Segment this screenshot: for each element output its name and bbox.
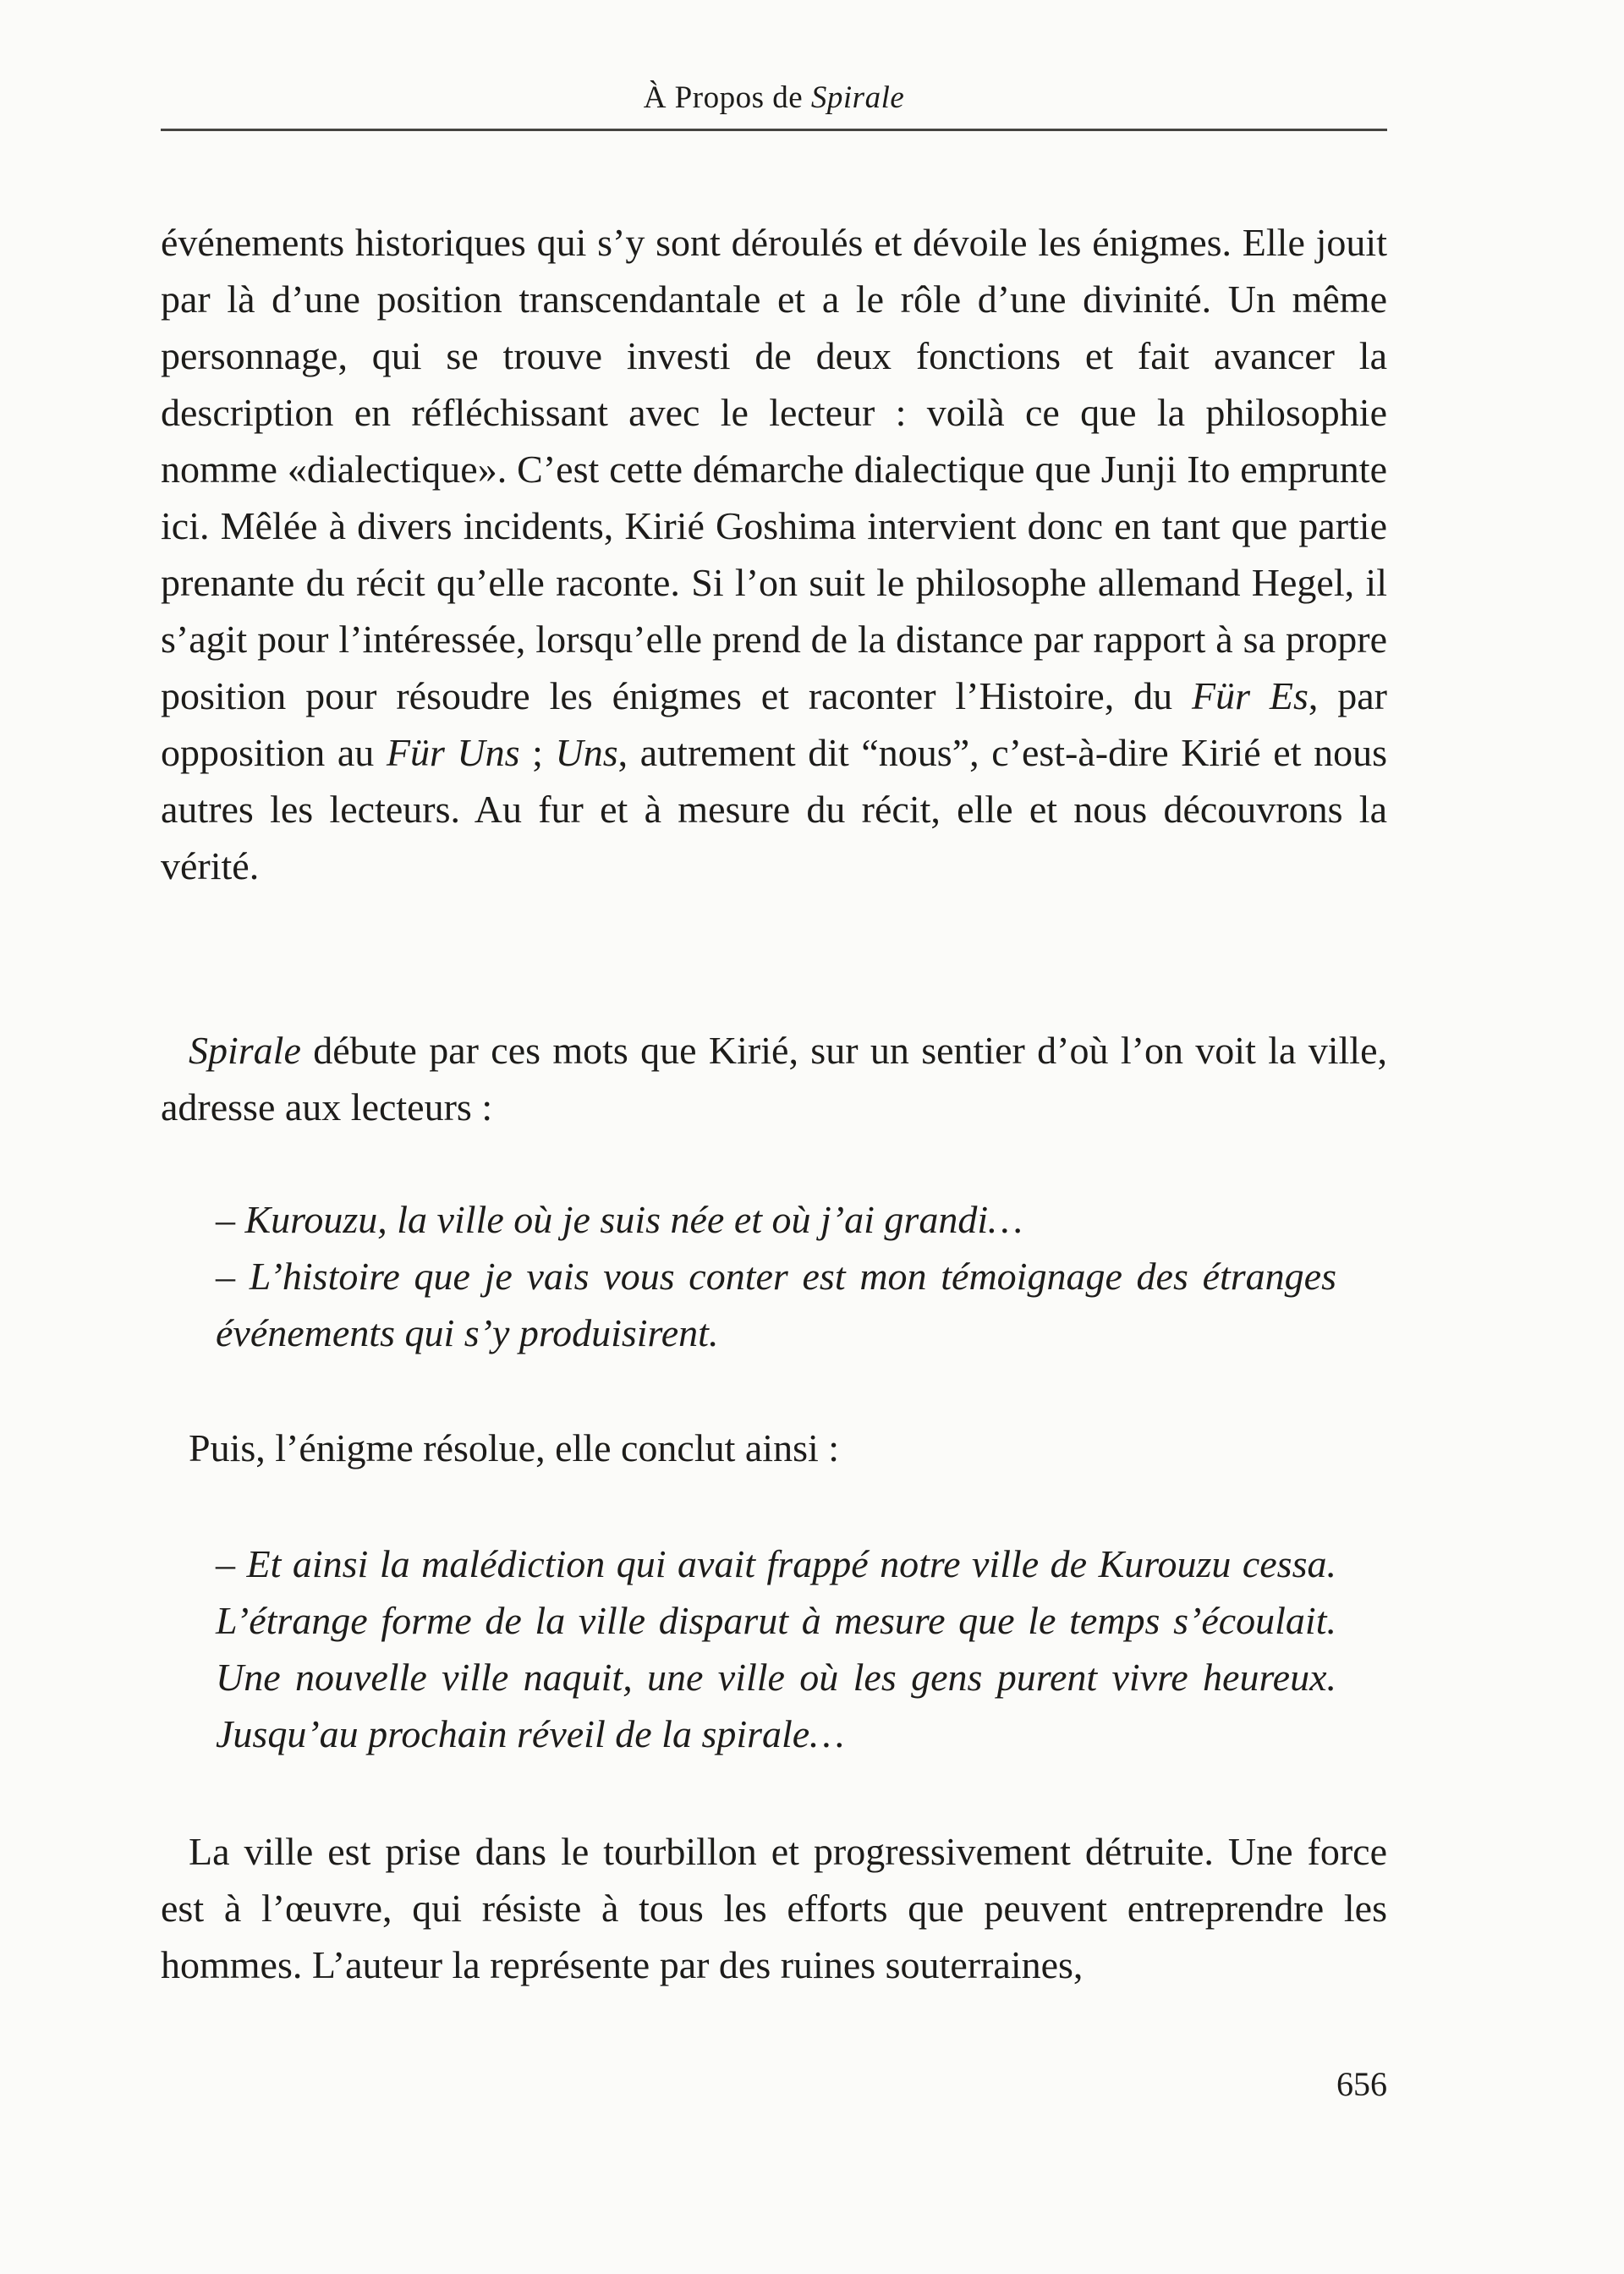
italic-text-run: – Kurouzu, la ville où je suis née et où j’ai grandi…	[216, 1198, 1023, 1241]
paragraph	[161, 1022, 1387, 1135]
text-run: ;	[519, 731, 556, 774]
page-number: 656	[1336, 2065, 1387, 2103]
quotation-line	[216, 1248, 1336, 1361]
text-run: débute par ces mots que Kirié, sur un sentier d’où l’on voit la ville, adresse aux lecteurs :	[161, 1029, 1387, 1129]
paragraph	[161, 1823, 1387, 1993]
italic-text-run: – Et ainsi la malédiction qui avait frappé notre ville de Kurouzu cessa. L’étrange forme de la ville disparut à mesure que le temps s’écoulait. Une nouvelle ville naquit, une ville où les gens purent vivre heureux. Jusqu’au prochain réveil de la spirale…	[216, 1542, 1336, 1755]
paragraph	[161, 1420, 1387, 1476]
italic-text-run: Für Es	[1191, 674, 1309, 717]
running-header	[161, 80, 1387, 117]
header-rule	[161, 129, 1387, 131]
header-section-prefix: À Propos de	[643, 80, 811, 115]
quotation	[216, 1535, 1336, 1762]
italic-text-run: Uns	[555, 731, 618, 774]
text-run: , autrement dit “nous”, c’est-à-dire Kirié et nous autres les lecteurs. Au fur et à mesure du récit, elle et nous découvrons la vérité.	[161, 731, 1387, 887]
italic-text-run: Für Uns	[386, 731, 520, 774]
header-book-title: Spirale	[810, 80, 905, 115]
text-run: Puis, l’énigme résolue, elle conclut ainsi :	[189, 1426, 840, 1469]
italic-text-run: Spirale	[189, 1029, 301, 1072]
quotation-line	[216, 1191, 1336, 1248]
text-run: La ville est prise dans le tourbillon et progressivement détruite. Une force est à l’œuvre, qui résiste à tous les efforts que peuvent entreprendre les hommes. L’auteur la représente par des ruines souterraines,	[161, 1830, 1387, 1986]
italic-text-run: – L’histoire que je vais vous conter est mon témoignage des étranges événements qui s’y produisirent.	[216, 1255, 1336, 1354]
text-run: événements historiques qui s’y sont déroulés et dévoile les énigmes. Elle jouit par là d’une position transcendantale et a le rôle d’une divinité. Un même personnage, qui se trouve investi de deux fonctions et fait avancer la description en réfléchissant avec le lecteur : voilà ce que la philosophie nomme «dialectique». C’est cette démarche dialectique que Junji Ito emprunte ici. Mêlée à divers incidents, Kirié Goshima intervient donc en tant que partie prenante du récit qu’elle raconte. Si l’on suit le philosophe allemand Hegel, il s’agit pour l’intéressée, lorsqu’elle prend de la distance par rapport à sa propre position pour résoudre les énigmes et raconter l’Histoire, du	[161, 221, 1387, 717]
text-run: , par opposition au	[161, 674, 1387, 774]
paragraph	[161, 214, 1387, 894]
